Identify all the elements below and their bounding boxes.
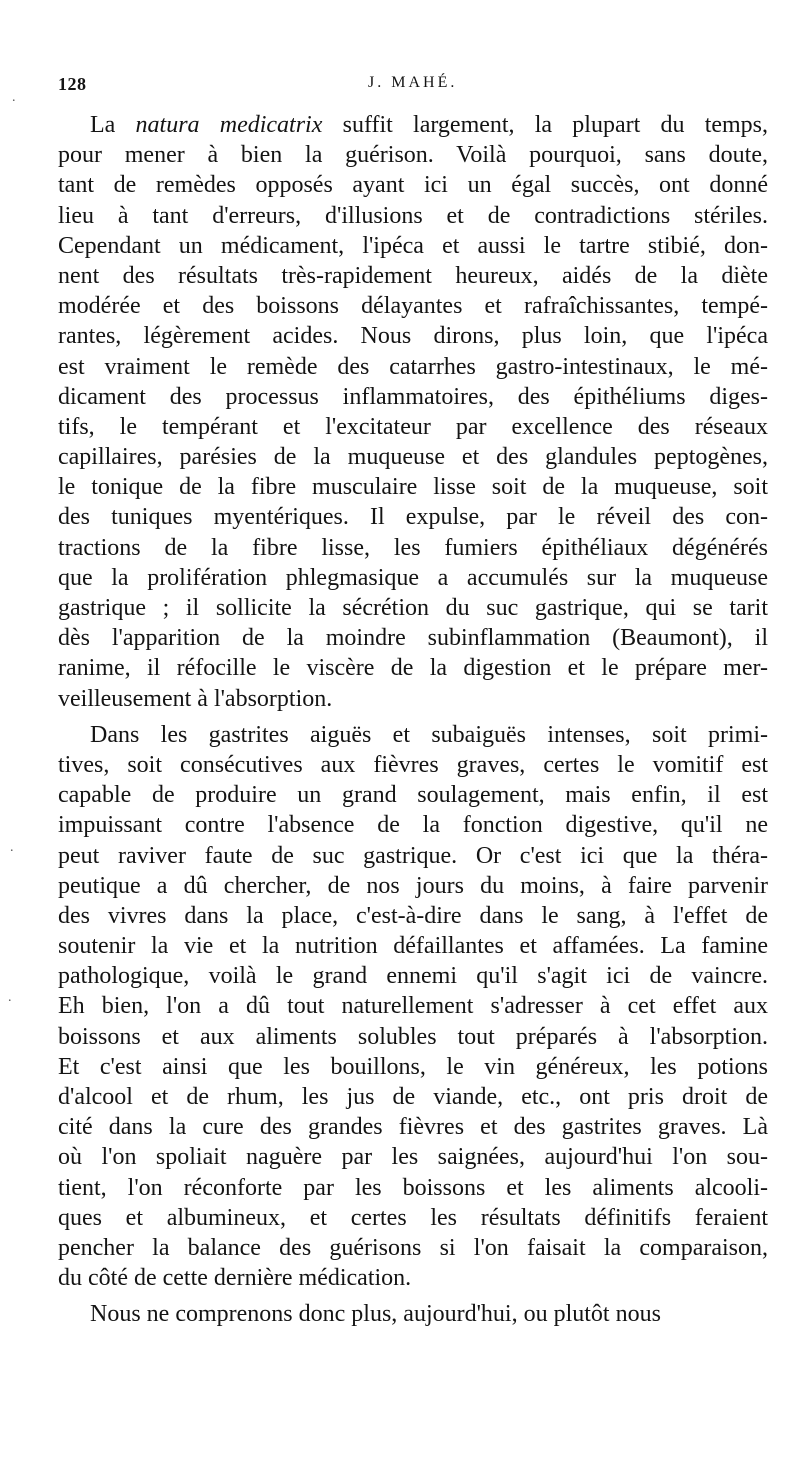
margin-mark: . — [12, 90, 16, 105]
running-head: J. MAHÉ. — [368, 74, 458, 91]
text-line: que la prolifération phlegmasique a accumulés sur la muqueuse — [58, 564, 768, 591]
text-line: des vivres dans la place, c'est-à-dire dans le sang, à l'effet de — [58, 902, 768, 929]
text-line: Eh bien, l'on a dû tout naturellement s'adresser à cet effet aux — [58, 993, 768, 1020]
text-line: lieu à tant d'erreurs, d'illusions et de contradictions stériles. — [58, 202, 768, 229]
text-line: pathologique, voilà le grand ennemi qu'il s'agit ici de vaincre. — [58, 963, 768, 990]
text-line: impuissant contre l'absence de la fonction digestive, qu'il ne — [58, 812, 768, 839]
text-line: dicament des processus inflammatoires, des épithéliums diges- — [58, 383, 768, 410]
text-line: est vraiment le remède des catarrhes gastro-intestinaux, le mé- — [58, 353, 768, 380]
paragraph — [58, 110, 768, 714]
latin-phrase: natura medicatrix — [135, 112, 323, 138]
text-line: capable de produire un grand soulagement, mais enfin, il est — [58, 782, 768, 809]
text-line: Cependant un médicament, l'ipéca et aussi le tartre stibié, don- — [58, 232, 768, 259]
text-line: soutenir la vie et la nutrition défaillantes et affamées. La famine — [58, 933, 768, 960]
text-line: peutique a dû chercher, de nos jours du moins, à faire parvenir — [58, 872, 768, 899]
paragraph — [58, 1299, 768, 1329]
page-number: 128 — [58, 74, 87, 94]
text-line: dès l'apparition de la moindre subinflammation (Beaumont), il — [58, 625, 768, 652]
text-line: tifs, le tempérant et l'excitateur par excellence des réseaux — [58, 413, 768, 440]
text-line: ques et albumineux, et certes les résultats définitifs feraient — [58, 1204, 768, 1231]
text-line: Nous ne comprenons donc plus, aujourd'hui, ou plutôt nous — [90, 1301, 661, 1328]
text-line: modérée et des boissons délayantes et rafraîchissantes, tempé- — [58, 293, 768, 320]
text-line: capillaires, parésies de la muqueuse et des glandules peptogènes, — [58, 444, 768, 471]
text-line: ranime, il réfocille le viscère de la digestion et le prépare mer- — [58, 655, 768, 682]
text-line: cité dans la cure des grandes fièvres et des gastrites graves. Là — [58, 1114, 768, 1141]
margin-mark: . — [8, 990, 12, 1005]
text-line: tient, l'on réconforte par les boissons et les aliments alcooli- — [58, 1174, 768, 1201]
page-header — [58, 74, 768, 98]
text-line: nent des résultats très-rapidement heureux, aidés de la diète — [58, 262, 768, 289]
text-line: où l'on spoliait naguère par les saignées, aujourd'hui l'on sou- — [58, 1144, 768, 1171]
text-line: veilleusement à l'absorption. — [58, 685, 333, 712]
text-line: rantes, légèrement acides. Nous dirons, plus loin, que l'ipéca — [58, 323, 768, 350]
text-line: Dans les gastrites aiguës et subaiguës intenses, soit primi- — [90, 721, 768, 748]
body-text — [58, 110, 768, 1330]
text-line: Et c'est ainsi que les bouillons, le vin généreux, les potions — [58, 1053, 768, 1080]
text-line: des tuniques myentériques. Il expulse, par le réveil des con- — [58, 504, 768, 531]
text-line: tives, soit consécutives aux fièvres graves, certes le vomitif est — [58, 751, 768, 778]
text-line: tant de remèdes opposés ayant ici un égal succès, ont donné — [58, 172, 768, 199]
text-line: du côté de cette dernière médication. — [58, 1265, 412, 1292]
text-line: le tonique de la fibre musculaire lisse soit de la muqueuse, soit — [58, 474, 768, 501]
text-line: La natura medicatrix suffit largement, la plupart du temps, — [90, 112, 768, 138]
text-line: pencher la balance des guérisons si l'on faisait la comparaison, — [58, 1234, 768, 1261]
margin-mark: . — [10, 840, 14, 855]
text-line: gastrique ; il sollicite la sécrétion du suc gastrique, qui se tarit — [58, 595, 768, 621]
text-line: d'alcool et de rhum, les jus de viande, etc., ont pris droit de — [58, 1084, 768, 1110]
text-line: peut raviver faute de suc gastrique. Or c'est ici que la théra- — [58, 842, 768, 869]
text-line: boissons et aux aliments solubles tout préparés à l'absorption. — [58, 1023, 768, 1050]
text-line: pour mener à bien la guérison. Voilà pourquoi, sans doute, — [58, 142, 768, 169]
paragraph — [58, 720, 768, 1294]
text-line: tractions de la fibre lisse, les fumiers épithéliaux dégénérés — [58, 534, 768, 561]
